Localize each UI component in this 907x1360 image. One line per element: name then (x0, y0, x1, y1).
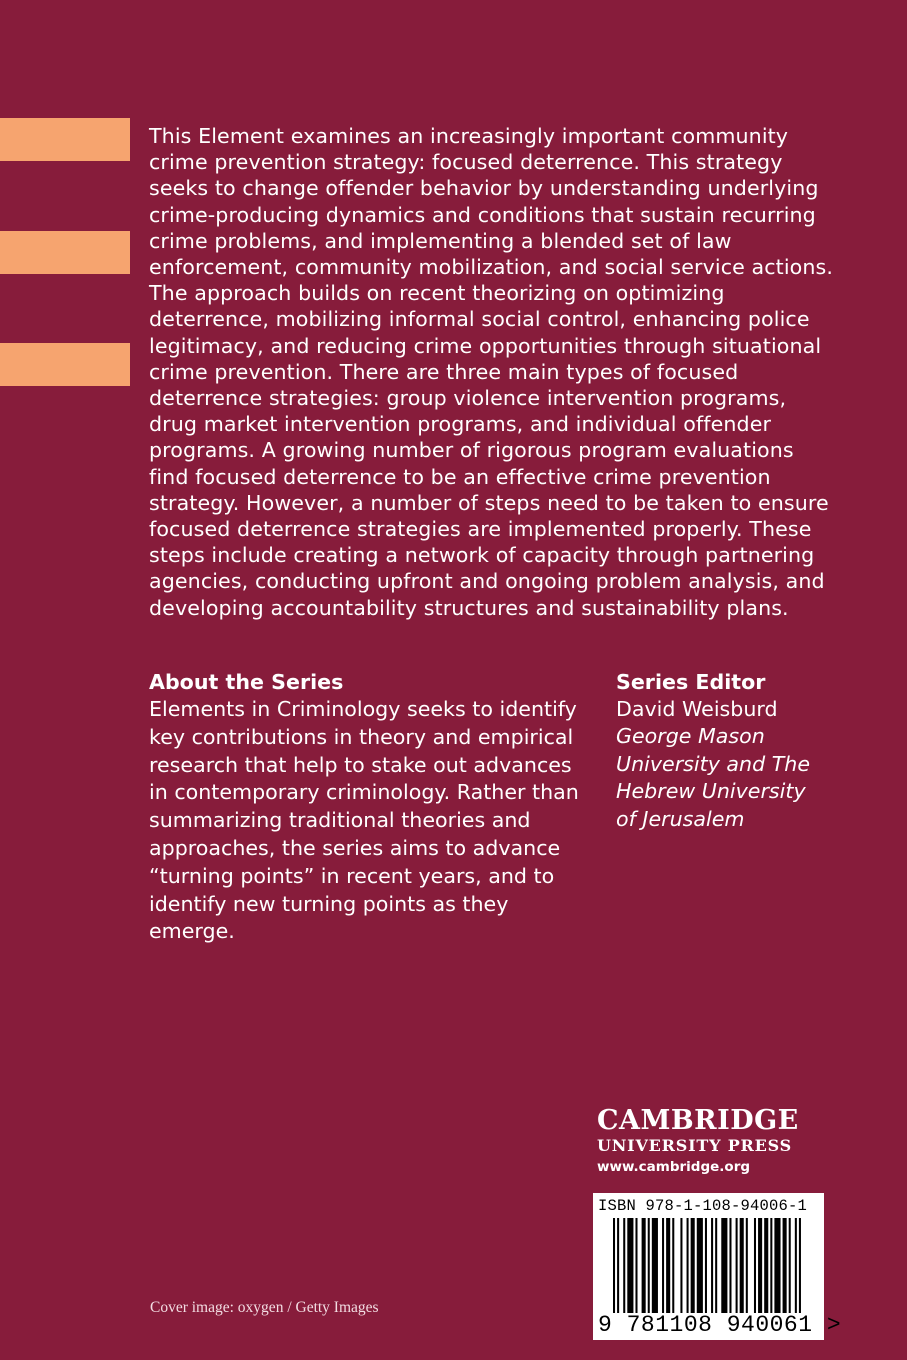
decorative-stripe-top (0, 118, 130, 161)
series-editor-name: David Weisburd (616, 697, 778, 721)
barcode-icon (613, 1218, 803, 1313)
decorative-stripe-middle (0, 231, 130, 274)
decorative-stripe-bottom (0, 343, 130, 386)
publisher-url: www.cambridge.org (597, 1159, 751, 1175)
publisher-subtitle: UNIVERSITY PRESS (597, 1136, 792, 1155)
about-series-text: Elements in Criminology seeks to identify key contributions in theory and empirical research that help to stake out advances in contemporary criminology. Rather than summarizing traditional theories and approaches, the series aims to advance “turning points” in recent years, and to identify new turning points as they emerge. (149, 697, 579, 944)
about-series-section (149, 668, 599, 946)
series-editor-affiliation: George Mason University and The Hebrew University of Jerusalem (616, 724, 811, 831)
barcode-digits: 9 781108 940061 > (598, 1312, 842, 1338)
isbn-label: ISBN 978-1-108-94006-1 (598, 1197, 808, 1215)
series-editor-section (616, 668, 846, 833)
series-editor-heading: Series Editor (616, 670, 766, 694)
publisher-name: CAMBRIDGE (597, 1105, 799, 1136)
barcode-panel (593, 1193, 842, 1340)
book-description: This Element examines an increasingly important community crime prevention strategy: focused deterrence. This strategy seeks to change offender behavior by understanding underlying crime-producing dynamics and conditions that sustain recurring crime problems, and implementing a blended set of law enforcement, community mobilization, and social service actions. The approach builds on recent theorizing on optimizing deterrence, mobilizing informal social control, enhancing police legitimacy, and reducing crime opportunities through situational crime prevention. There are three main types of focused deterrence strategies: group violence intervention programs, drug market intervention programs, and individual offender programs. A growing number of rigorous program evaluations find focused deterrence to be an effective crime prevention strategy. However, a number of steps need to be taken to ensure focused deterrence strategies are implemented properly. These steps include creating a network of capacity through partnering agencies, conducting upfront and ongoing problem analysis, and developing accountability structures and sustainability plans. (149, 124, 834, 620)
cover-image-credit: Cover image: oxygen / Getty Images (150, 1299, 379, 1316)
about-series-heading: About the Series (149, 670, 344, 694)
publisher-logo (597, 1106, 827, 1178)
